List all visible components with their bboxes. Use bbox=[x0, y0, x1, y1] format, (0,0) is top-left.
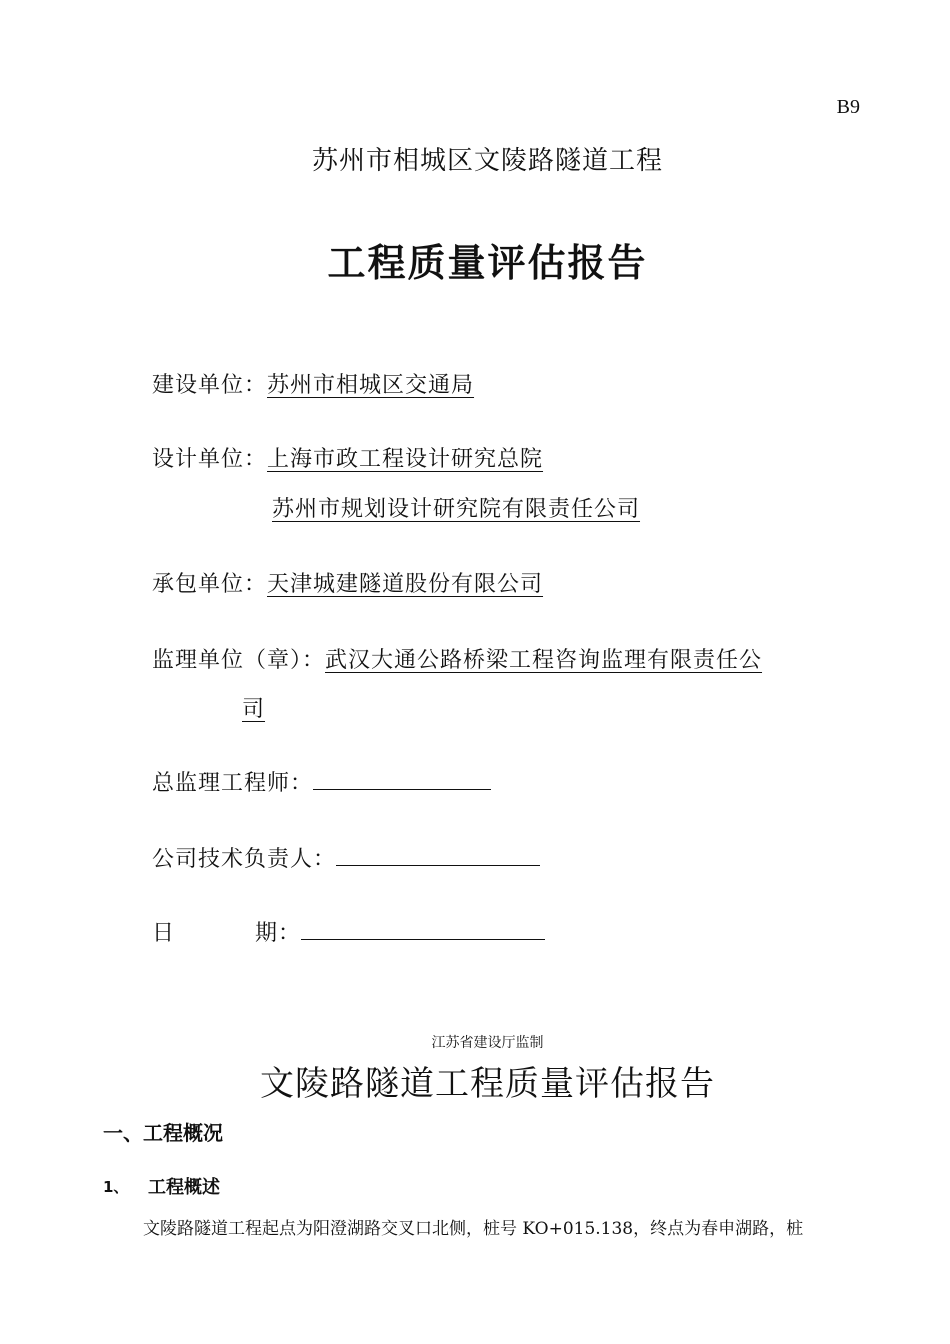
project-title: 苏州市相城区文陵路隧道工程 bbox=[311, 146, 663, 176]
supervisor-label: 监理单位（章）： bbox=[152, 648, 326, 673]
chief-engineer-label: 总监理工程师： bbox=[152, 771, 314, 796]
designer-value-2: 苏州市规划设计研究院有限责任公司 bbox=[272, 497, 641, 522]
document-code: B9 bbox=[836, 96, 860, 118]
chief-engineer-signature-line bbox=[313, 767, 491, 790]
owner-label: 建设单位： bbox=[152, 373, 268, 398]
subsection-heading: 工程概述 bbox=[148, 1177, 220, 1198]
designer-row bbox=[152, 442, 543, 473]
tech-lead-row bbox=[152, 842, 540, 873]
report-title: 工程质量评估报告 bbox=[327, 241, 648, 285]
designer-label: 设计单位： bbox=[152, 447, 268, 472]
supervisor-row-2 bbox=[242, 692, 265, 723]
designer-value-1: 上海市政工程设计研究总院 bbox=[267, 447, 544, 472]
contractor-label: 承包单位： bbox=[152, 572, 268, 597]
date-row bbox=[255, 916, 545, 947]
section-heading: 一、工程概况 bbox=[103, 1121, 223, 1145]
chief-engineer-row bbox=[152, 766, 491, 797]
tech-lead-label: 公司技术负责人： bbox=[152, 847, 337, 872]
contractor-row bbox=[152, 567, 543, 598]
designer-row-2 bbox=[272, 492, 640, 523]
date-label-1: 日 bbox=[152, 921, 176, 946]
owner-value: 苏州市相城区交通局 bbox=[267, 373, 475, 398]
date-line bbox=[301, 917, 545, 940]
contractor-value: 天津城建隧道股份有限公司 bbox=[267, 572, 544, 597]
owner-row bbox=[152, 368, 474, 399]
tech-lead-signature-line bbox=[336, 843, 540, 866]
subsection-number: 1、 bbox=[103, 1178, 129, 1196]
issuer: 江苏省建设厅监制 bbox=[431, 1035, 544, 1051]
body-paragraph: 文陵路隧道工程起点为阳澄湖路交叉口北侧，桩号 KO+015.138，终点为春申湖路，桩 bbox=[143, 1219, 804, 1239]
supervisor-row bbox=[152, 643, 762, 674]
supervisor-value-1: 武汉大通公路桥梁工程咨询监理有限责任公 bbox=[325, 648, 763, 673]
supervisor-value-2: 司 bbox=[242, 697, 266, 722]
date-label-2: 期： bbox=[255, 921, 302, 946]
second-title: 文陵路隧道工程质量评估报告 bbox=[260, 1064, 715, 1104]
